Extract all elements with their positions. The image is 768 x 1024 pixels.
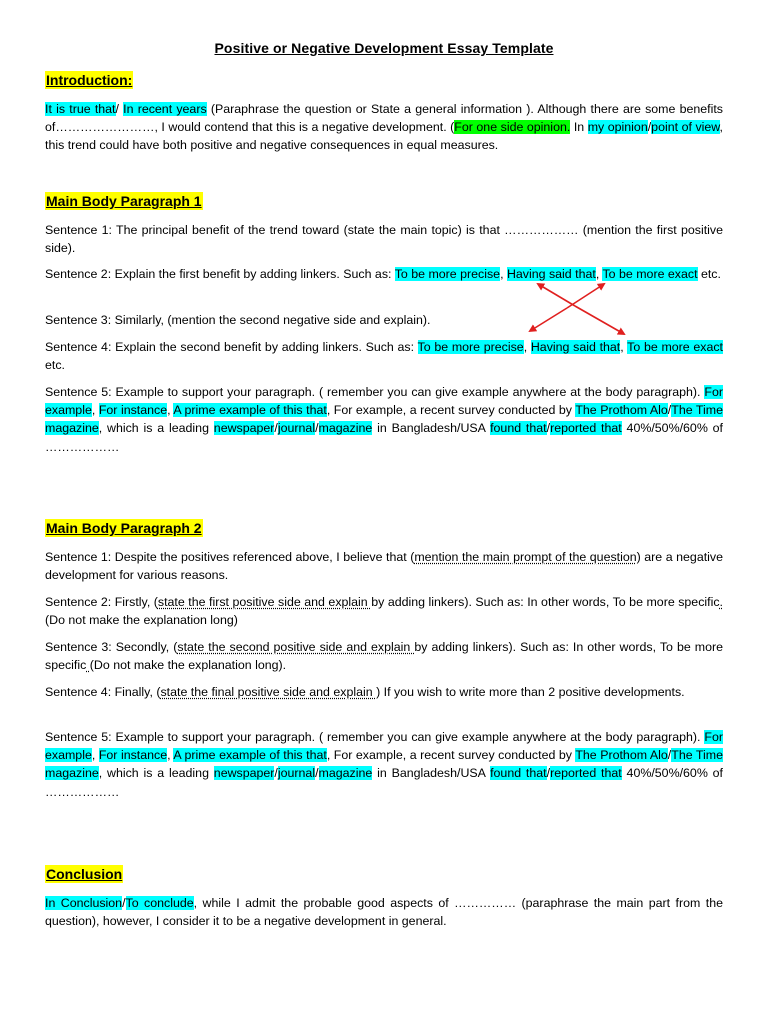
introduction-paragraph	[45, 100, 723, 155]
highlighted-phrase: newspaper	[213, 766, 275, 781]
highlighted-phrase: Having said that	[530, 340, 621, 354]
text-run: by adding linkers). Such as: In other words, To be more specific	[371, 595, 720, 609]
highlighted-phrase: To be more precise	[394, 267, 501, 281]
text-run: Sentence 1: The principal benefit of the trend toward (state the main topic) is that ……………… (mention the first positive side).	[45, 223, 723, 256]
highlighted-phrase: For one side opinion.	[454, 120, 571, 135]
highlighted-phrase: Having said that	[506, 267, 596, 281]
body1-sentence-1	[45, 221, 723, 257]
dotted-underline-phrase: state the first positive side and explain	[157, 595, 372, 609]
text-run: in Bangladesh/USA	[372, 766, 491, 781]
body-paragraph-2-heading: Main Body Paragraph 2	[46, 520, 202, 536]
highlighted-phrase: For instance	[98, 748, 168, 763]
text-run: /	[274, 421, 278, 436]
text-run: ,	[595, 267, 603, 281]
highlighted-phrase: found that	[490, 766, 547, 781]
text-run: Sentence 2: Firstly, (	[45, 595, 158, 609]
text-run: , this trend could have both positive and negative consequences in equal measures.	[45, 120, 723, 153]
text-run: /	[315, 766, 319, 781]
text-run: ,	[91, 748, 99, 763]
text-run: Sentence 2: Explain the first benefit by adding linkers. Such as:	[45, 267, 395, 281]
highlighted-phrase: newspaper	[213, 421, 275, 436]
body1-sentence-3	[45, 311, 723, 329]
text-run: ,	[167, 403, 174, 418]
highlighted-phrase: The Prothom Alo	[575, 403, 668, 418]
text-run: /	[667, 748, 672, 763]
arrow-line-1	[538, 284, 575, 306]
text-run: In	[570, 120, 588, 135]
highlighted-phrase: A prime example of this that	[173, 403, 327, 418]
highlighted-phrase: For example	[45, 385, 723, 418]
highlighted-phrase: For instance	[98, 403, 168, 418]
highlighted-phrase: In recent years	[123, 102, 207, 116]
body1-sentence-4	[45, 338, 723, 374]
highlighted-phrase: The Prothom Alo	[575, 748, 668, 763]
dotted-underline-phrase: .	[719, 595, 723, 609]
body2-sentence-1	[45, 548, 723, 584]
text-run: (Do not make the explanation long)	[45, 613, 238, 628]
text-run: /	[122, 896, 126, 910]
document-title: Positive or Negative Development Essay Template	[214, 40, 554, 56]
text-run: ) If you wish to write more than 2 positive developments.	[376, 685, 685, 699]
text-run: /	[315, 421, 319, 436]
conclusion-paragraph	[45, 894, 723, 930]
highlighted-phrase: magazine	[318, 766, 373, 781]
conclusion-heading: Conclusion	[46, 866, 123, 882]
text-run: (Do not make the explanation long).	[89, 658, 287, 673]
text-run: Sentence 4: Explain the second benefit by adding linkers. Such as:	[45, 340, 418, 354]
text-run: /	[115, 102, 124, 116]
highlighted-phrase: my opinion	[587, 120, 648, 135]
text-run: ,	[523, 340, 531, 354]
highlighted-phrase: For example	[45, 730, 723, 763]
text-run: etc.	[697, 267, 721, 281]
highlighted-phrase: It is true that	[45, 102, 116, 116]
text-run: Sentence 3: Secondly, (	[45, 640, 178, 654]
text-run: , For example, a recent survey conducted by	[326, 403, 576, 418]
dotted-underline-phrase: state the second positive side and explain	[177, 640, 415, 654]
body2-sentence-5	[45, 728, 723, 801]
body1-sentence-5	[45, 383, 723, 456]
text-run: ,	[167, 748, 174, 763]
text-run: , while I admit the probable good aspects of …………… (paraphrase the main part from the question), however, I consider it to be a negative development in general.	[45, 896, 723, 929]
text-run: Sentence 3: Similarly, (mention the second negative side and explain).	[45, 313, 431, 327]
text-run: 40%/50%/60% of ………………	[45, 421, 723, 454]
text-run: Sentence 5: Example to support your paragraph. ( remember you can give example anywhere at the body paragraph).	[45, 385, 705, 399]
text-run: Sentence 1: Despite the positives referenced above, I believe that (	[45, 550, 415, 564]
highlighted-phrase: point of view	[651, 120, 720, 135]
highlighted-phrase: reported that	[550, 766, 622, 781]
text-run: , which is a leading	[98, 421, 214, 436]
highlighted-phrase: To be more precise	[417, 340, 524, 354]
text-run: /	[647, 120, 652, 135]
text-run: by adding linkers). Such as: In other words, To be more specific	[45, 640, 724, 673]
body2-sentence-3	[45, 638, 723, 674]
highlighted-phrase: reported that	[550, 421, 622, 436]
text-run: etc.	[45, 358, 65, 373]
text-run: ,	[91, 403, 99, 418]
text-run: (Paraphrase the question or State a general information ). Although there are some benefits of……………………, I would contend that this is a negative development. (	[45, 102, 723, 135]
text-run: ) are a negative development for various reasons.	[45, 550, 723, 583]
text-run: Sentence 4: Finally, (	[45, 685, 161, 699]
body1-sentence-2	[45, 265, 723, 283]
text-run: Sentence 5: Example to support your paragraph. ( remember you can give example anywhere at the body paragraph).	[45, 730, 705, 744]
highlighted-phrase: magazine	[318, 421, 373, 436]
body2-sentence-4	[45, 683, 723, 701]
highlighted-phrase: A prime example of this that	[173, 748, 327, 763]
dotted-underline-phrase: mention the main prompt of the question	[414, 550, 637, 564]
body-paragraph-1-heading: Main Body Paragraph 1	[46, 193, 202, 209]
text-run: /	[274, 766, 278, 781]
highlighted-phrase: journal	[277, 766, 316, 781]
introduction-heading: Introduction:	[46, 72, 133, 88]
text-run: /	[546, 766, 551, 781]
text-run: , For example, a recent survey conducted by	[326, 748, 576, 763]
text-run: /	[546, 421, 551, 436]
text-run: ,	[500, 267, 507, 281]
highlighted-phrase: To conclude	[125, 896, 194, 910]
highlighted-phrase: found that	[490, 421, 547, 436]
highlighted-phrase: The Time magazine	[45, 748, 723, 781]
arrow-line-2	[567, 284, 604, 308]
highlighted-phrase: To be more exact	[627, 340, 723, 354]
highlighted-phrase: journal	[277, 421, 316, 436]
highlighted-phrase: In Conclusion	[45, 896, 123, 910]
text-run: ,	[620, 340, 628, 354]
dotted-underline-phrase: state the final positive side and explain	[160, 685, 377, 699]
text-run: , which is a leading	[98, 766, 214, 781]
text-run: in Bangladesh/USA	[372, 421, 491, 436]
text-run: /	[667, 403, 672, 418]
highlighted-phrase: To be more exact	[602, 267, 698, 281]
highlighted-phrase: The Time magazine	[45, 403, 723, 436]
body2-sentence-2	[45, 593, 723, 629]
text-run: 40%/50%/60% of ………………	[45, 766, 723, 799]
